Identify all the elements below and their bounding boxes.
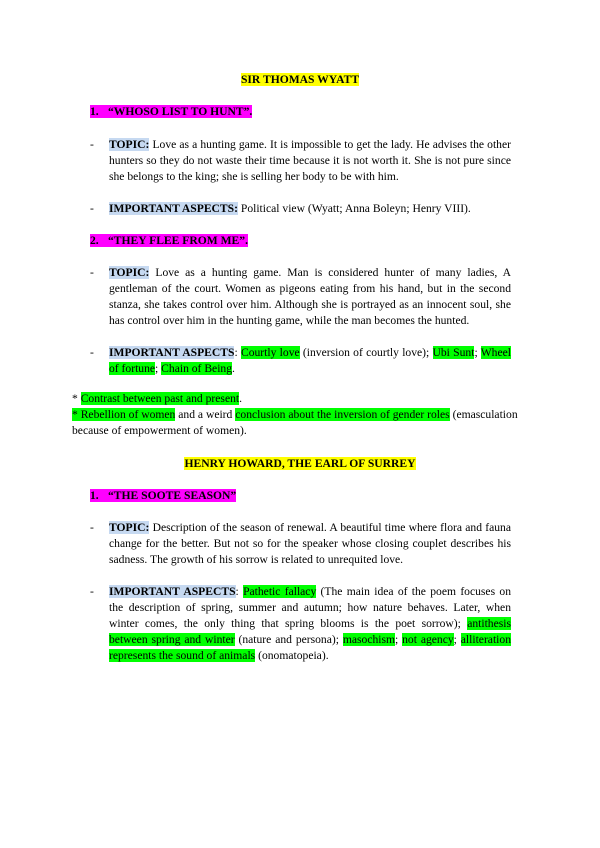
section-title-wyatt: SIR THOMAS WYATT — [240, 73, 360, 86]
highlight-alliteration: alliteration represents the sound of animals — [109, 633, 511, 662]
note-contrast: * Contrast between past and present. — [72, 392, 243, 405]
topic-label: TOPIC: — [109, 521, 150, 534]
aspects-label: IMPORTANT ASPECTS — [109, 346, 235, 359]
highlight-ubi-sunt: Ubi Sunt — [432, 346, 475, 359]
section-title-surrey: HENRY HOWARD, THE EARL OF SURREY — [184, 457, 416, 470]
highlight-masochism: masochism — [342, 633, 396, 646]
aspects-label: IMPORTANT ASPECTS: — [109, 202, 238, 215]
topic-label: TOPIC: — [109, 266, 150, 279]
poem-heading-soote-season: 1. “THE SOOTE SEASON” — [90, 489, 237, 502]
highlight-courtly-love: Courtly love — [240, 346, 300, 359]
highlight-not-agency: not agency — [402, 633, 454, 646]
highlight-pathetic-fallacy: Pathetic fallacy — [243, 585, 317, 598]
poem-heading-they-flee-from-me: 2. “THEY FLEE FROM ME”. — [90, 234, 248, 247]
highlight-chain-of-being: Chain of Being — [161, 362, 233, 375]
note-rebellion: * Rebellion of women and a weird conclusion about the inversion of gender roles (emasculation because of empowerment of women). — [72, 408, 518, 437]
aspects-text: Political view (Wyatt; Anna Boleyn; Henry VIII). — [240, 202, 471, 215]
highlight-wheel-of-fortune: Wheel of fortune — [109, 346, 511, 375]
highlight-antithesis: antithesis between spring and winter — [109, 617, 511, 646]
topic-text: Description of the season of renewal. A beautiful time where flora and fauna change for the better. But not so for the speaker whose closing couplet describes his sadness. The growth of his sorrow is related to unrequited love. — [109, 521, 511, 566]
topic-label: TOPIC: — [109, 138, 150, 151]
topic-text: Love as a hunting game. Man is considered hunter of many ladies, A gentleman of the court. Women as pigeons eating from his hand, but in the second stanza, she takes control over him. Although she is portrayed as an innocent soul, she has control over him in the hunting game, while the man becomes the hunted. — [109, 266, 512, 327]
poem-heading-whoso-list-to-hunt: 1. “WHOSO LIST TO HUNT”. — [90, 105, 253, 118]
topic-text: Love as a hunting game. It is impossible to get the lady. He advises the other hunters so they do not waste their time because it is not worth it. She is not pure since she belongs to the king; she is selling her body to be with him. — [109, 138, 511, 183]
document-page: SIR THOMAS WYATT 1. “WHOSO LIST TO HUNT”. - TOPIC: Love as a hunting game. It is impossible to get the lady. He advises the other hunters so they do not waste their time because it is not worth it. She is not pure since she belongs to the king; she is selling her body to be with him. - IMPORTANT ASPECTS: Political view (Wyatt; Anna Boleyn; Henry VIII). 2. “THEY FLEE FROM ME”. - TOPIC: Love as a hunting game. Man is considered hunter of many ladies, A gentleman of the court. Women as pigeons eating from his hand, but in the second stanza, she takes control over him. Although she is portrayed as an innocent soul, she has control over him in the hunting game, while the man becomes the hunted. - IMPORTANT ASPECTS: Courtly love (inversion of courtly love); Ubi Sunt; Wheel of fortune; Chain of Being. * Contrast between past and present. * Rebellion of women and a weird conclusion about the inversion of gender roles (emasculation because of empowerment of women). HENRY HOWARD, THE EARL OF SURREY 1. “THE SOOTE SEASON” - TOPIC: Description of the season of renewal. A beautiful time where flora and fauna change for the better. But not so for the speaker whose closing couplet describes his sadness. The growth of his sorrow is related to unrequited love. - IMPORTANT ASPECTS: Pathetic fallacy (The main idea of the poem focuses on the description of spring, summer and autumn; how nature behaves. Later, when winter comes, the only thing that spring blooms is the poet sorrow); antithesis between spring and winter (nature and persona); masochism; not agency; alliteration represents the sound of animals (onomatopeia). — [0, 0, 600, 848]
aspects-label: IMPORTANT ASPECTS — [109, 585, 236, 598]
